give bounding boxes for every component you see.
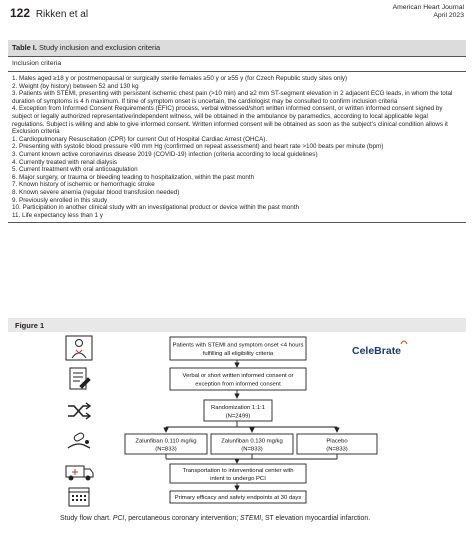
flowchart <box>8 318 466 510</box>
table-body <box>8 72 466 221</box>
journal-name: American Heart Journal <box>392 4 464 11</box>
inclusion-item: 4. Exception from Informed Consent Requirements (EFIC) process, verbal witnessed/short written informed consent, or written informed consent signed by subject or legally authorized representative/independent witness, will be obtained in the ambulance by paramedics, according to local applicable legal regulations. Subject is willing and able to give informed consent. Written informed consent will be obtained as soon as the subject’s clinical condition allows it <box>12 105 448 128</box>
arm-high-dose-label: Zalunfiban 0.130 mg/kg <box>221 438 283 445</box>
transport-line-2: intent to undergo PCI <box>210 476 266 482</box>
issue-date: April 2023 <box>433 12 464 19</box>
author-line: Rikken et al <box>35 9 89 20</box>
exclusion-item: 3. Current known active coronavirus disease 2019 (COVID-19) infection (criteria according to local guidelines) <box>12 150 318 158</box>
exclusion-item: 7. Known history of ischemic or hemorrhagic stroke <box>12 181 155 189</box>
consent-line-1: Verbal or short written informed consent or <box>182 373 294 379</box>
endpoint-text: Primary efficacy and safety endpoints at 30 days <box>174 495 302 501</box>
exclusion-item: 10. Participation in another clinical study with an investigational product or device within the past month <box>12 204 300 212</box>
patient-chest-pain-icon <box>66 336 92 360</box>
exclusion-item: 9. Previously enrolled in this study <box>12 196 108 204</box>
arm-placebo-label: Placebo <box>326 438 348 445</box>
exclusion-item: 5. Current treatment with oral anticoagulation <box>12 166 138 174</box>
inclusion-item: 2. Weight (by history) between 52 and 130 kg <box>12 82 139 90</box>
table-label: Table I. <box>12 43 37 52</box>
table-title: Study inclusion and exclusion criteria <box>38 43 161 52</box>
page-number: 122 <box>10 6 31 20</box>
exclusion-heading: Exclusion criteria <box>12 128 60 136</box>
caption-lead: Study flow chart. <box>60 515 113 522</box>
exclusion-item: 2. Presenting with systolic blood pressure <90 mm Hg (confirmed on repeat assessment) and heart rate >100 beats per minute (bpm) <box>12 143 384 151</box>
randomization-line-1: Randomization 1:1:1 <box>210 405 266 411</box>
transport-line-1: Transportation to interventional center with <box>182 468 294 474</box>
exclusion-item: 8. Known severe anemia (regular blood transfusion needed) <box>12 188 180 196</box>
arm-high-dose-count: (N=833) <box>241 446 263 453</box>
inclusion-item: 3. Patients with STEMI, presenting with persistent ischemic chest pain (>10 min) and ≥2 mm ST-segment elevation in 2 adjacent ECG leads, in whom the total duration of symptoms is 4 h maximum. If time of symptom onset is uncertain, the cardiologist may be consulted to confirm inclusion criteria <box>12 90 453 105</box>
calendar-icon <box>69 488 89 506</box>
caption-abbr-pci: PCI <box>112 515 125 522</box>
table-title-bar <box>8 40 466 56</box>
running-header-left <box>10 6 88 20</box>
figure-caption <box>60 515 370 522</box>
eligibility-line-1: Patients with STEMI and symptom onset <4 hours <box>172 342 304 349</box>
caption-text-1: , percutaneous coronary intervention; <box>124 515 241 522</box>
arm-low-dose-label: Zalunfiban 0.110 mg/kg <box>135 438 197 445</box>
arm-low-dose-count: (N=833) <box>155 446 177 453</box>
caption-abbr-stemi: STEMI <box>240 515 262 522</box>
exclusion-item: 1. Cardiopulmonary Resuscitation (CPR) for current Out of Hospital Cardiac Arrest (OHCA). <box>12 135 268 143</box>
exclusion-item: 6. Major surgery, or trauma or bleeding leading to hospitalization, within the past month <box>12 173 255 181</box>
figure-label: Figure 1 <box>15 321 45 330</box>
logo-wordmark: CeleBrate <box>352 345 402 357</box>
eligibility-line-2: fulfilling all eligibility criteria <box>202 351 274 357</box>
exclusion-item: 11. Life expectancy less than 1 y <box>12 211 103 219</box>
consent-line-2: exception from informed consent <box>195 381 281 388</box>
randomization-count: (N=2499) <box>225 413 251 420</box>
inclusion-item: 1. Males aged ≥18 y or postmenopausal or surgically sterile females ≥50 y or ≥55 y (for Czech Republic study sites only) <box>12 75 348 82</box>
table-bottom-rule <box>8 222 466 223</box>
exclusion-item: 4. Currently treated with renal dialysis <box>12 158 117 166</box>
arm-placebo-count: (N=833) <box>326 446 348 453</box>
figure-panel <box>8 318 466 510</box>
table-column-heading: Inclusion criteria <box>12 60 62 67</box>
running-header-right <box>393 4 464 20</box>
caption-text-2: , ST elevation myocardial infarction. <box>261 515 371 522</box>
criteria-table <box>8 40 466 223</box>
